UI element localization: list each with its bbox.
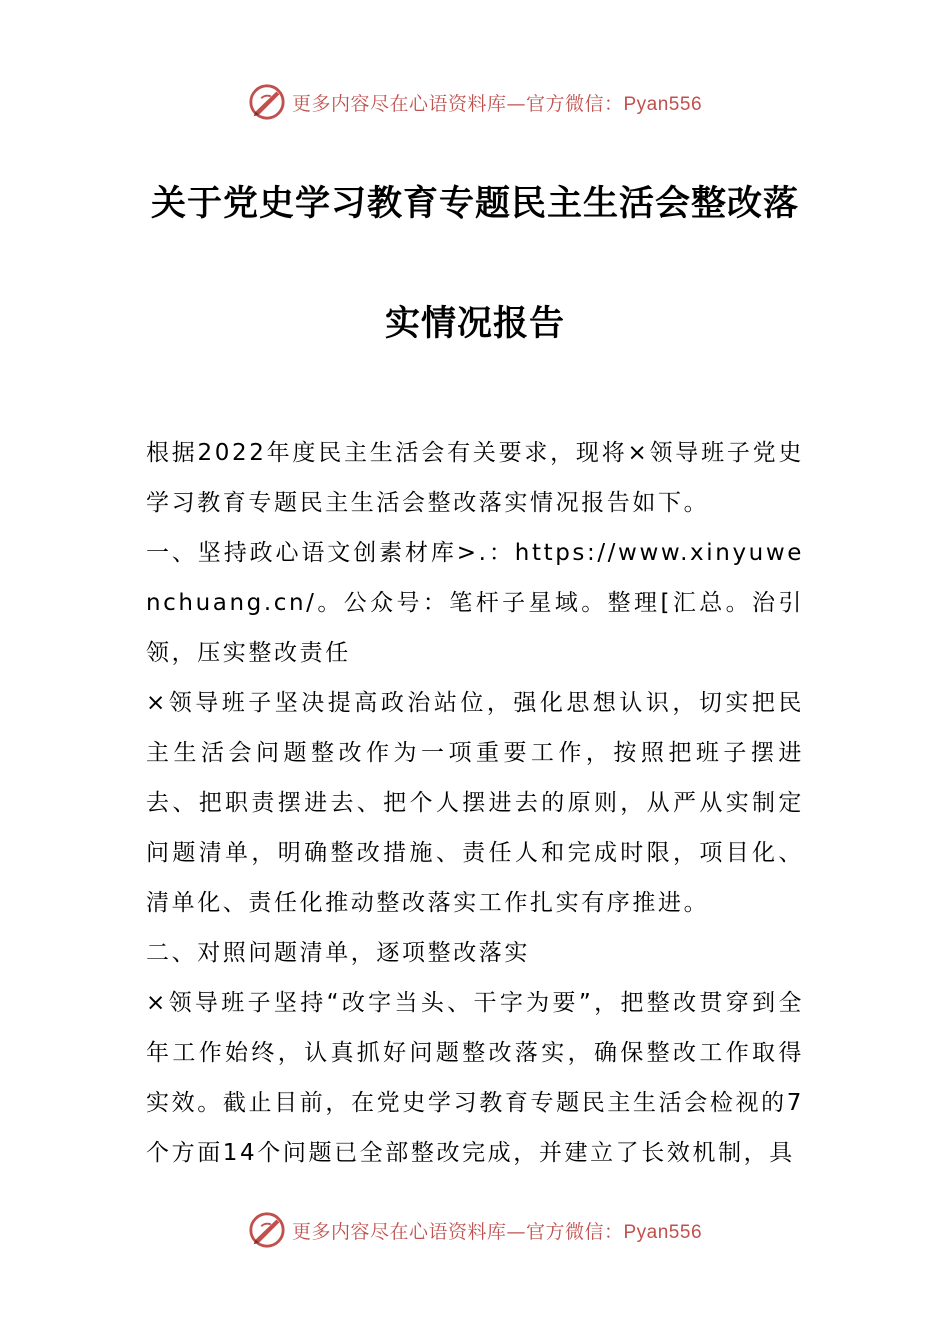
watermark-contact-label: 官方微信： [525,1220,624,1243]
pen-logo-icon [248,83,286,121]
watermark-text [292,89,702,116]
document-title-line-1: 关于党史学习教育专题民主生活会整改落 [150,183,799,224]
section-1-paragraph: ×领导班子坚决提高政治站位，强化思想认识，切实把民主生活会问题整改作为一项重要工作，按照把班子摆进去、把职责摆进去、把个人摆进去的原则，从严从实制定问题清单，明确整改措施、责任人和完成时限，项目化、清单化、责任化推动整改落实工作扎实有序推进。 [146,690,804,916]
section-2-paragraph: ×领导班子坚持“改字当头、干字为要”，把整改贯穿到全年工作始终，认真抓好问题整改落实，确保整改工作取得实效。截止目前，在党史学习教育专题民主生活会检视的7个方面14个问题已全部整改完成，并建立了长效机制，具 [146,990,804,1166]
header-watermark [0,80,950,124]
watermark-group [248,83,702,121]
section-heading-1: 一、坚持政心语文创素材库>.：https://www.xinyuwenchuang.cn/。公众号：笔杆子星域。整理[汇总。治引领，压实整改责任 [146,540,804,666]
intro-paragraph: 根据2022年度民主生活会有关要求，现将×领导班子党史学习教育专题民主生活会整改落实情况报告如下。 [146,440,804,516]
watermark-main-text: 更多内容尽在心语资料库 [291,1220,507,1243]
watermark-text [292,1217,702,1244]
document-body [146,428,804,1178]
watermark-contact-id: Pyan556 [623,93,703,115]
pen-logo-icon [248,1211,286,1249]
watermark-group [248,1211,702,1249]
document-title-line-2: 实情况报告 [384,303,565,344]
watermark-contact-id: Pyan556 [623,1221,703,1243]
watermark-main-text: 更多内容尽在心语资料库 [291,92,507,115]
watermark-separator: — [506,92,526,115]
watermark-contact-label: 官方微信： [525,92,624,115]
watermark-separator: — [506,1220,526,1243]
section-heading-2: 二、对照问题清单，逐项整改落实 [146,940,530,966]
footer-watermark [0,1208,950,1252]
